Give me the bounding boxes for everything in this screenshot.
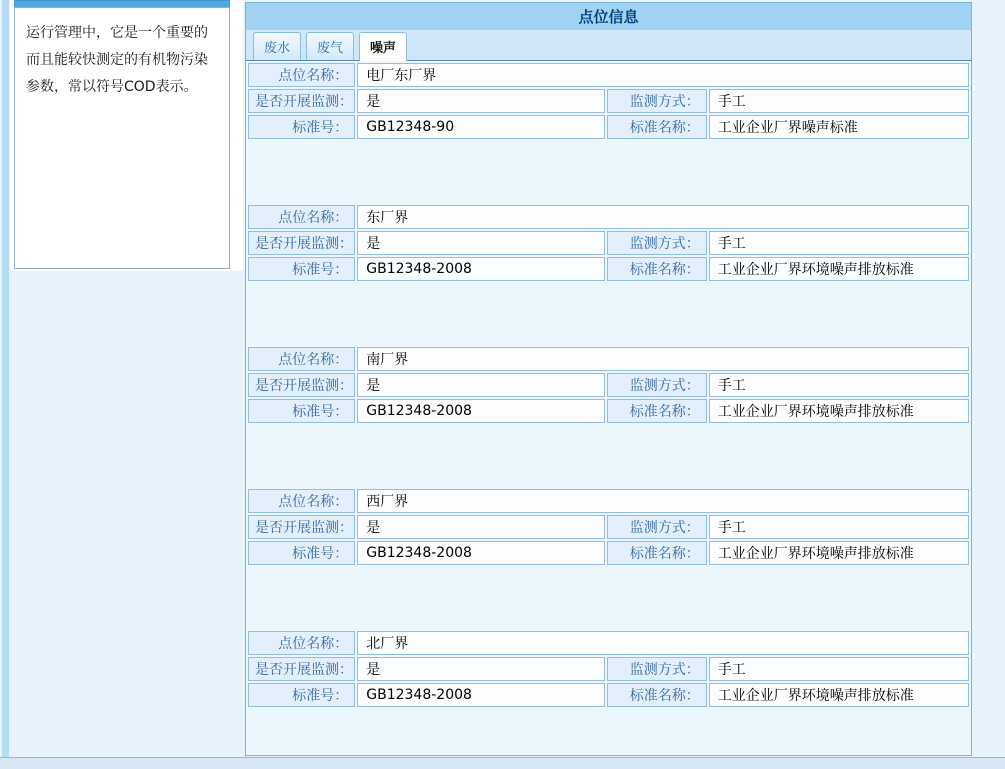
- point-info-table: [246, 487, 971, 567]
- point-name-value: 西厂界: [357, 489, 969, 513]
- monitoring-flag-value: 是: [357, 515, 604, 539]
- page-bottom-strip: [0, 757, 1005, 769]
- monitoring-row: [248, 231, 969, 255]
- standard-name-value: 工业企业厂界环境噪声排放标准: [709, 399, 969, 423]
- monitoring-row: [248, 373, 969, 397]
- standard-no-label: 标准号：: [248, 541, 355, 565]
- standard-no-value: GB12348-2008: [357, 399, 604, 423]
- point-name-row: [248, 631, 969, 655]
- point-name-label: 点位名称：: [248, 347, 355, 371]
- point-name-label: 点位名称：: [248, 63, 355, 87]
- point-info-block: [246, 203, 971, 283]
- point-info-block: [246, 345, 971, 425]
- point-name-value: 电厂东厂界: [357, 63, 969, 87]
- standard-no-label: 标准号：: [248, 399, 355, 423]
- monitoring-flag-value: 是: [357, 373, 604, 397]
- standard-no-value: GB12348-2008: [357, 683, 604, 707]
- point-info-block: [246, 629, 971, 709]
- tab-waste-gas[interactable]: 废气: [306, 32, 354, 60]
- standard-name-value: 工业企业厂界环境噪声排放标准: [709, 683, 969, 707]
- monitoring-method-label: 监测方式：: [607, 657, 707, 681]
- point-name-label: 点位名称：: [248, 489, 355, 513]
- point-name-label: 点位名称：: [248, 205, 355, 229]
- monitoring-row: [248, 515, 969, 539]
- left-edge-strip: [2, 0, 9, 757]
- monitoring-flag-value: 是: [357, 657, 604, 681]
- point-name-label: 点位名称：: [248, 631, 355, 655]
- monitoring-method-value: 手工: [709, 515, 969, 539]
- standard-no-label: 标准号：: [248, 115, 355, 139]
- standard-no-value: GB12348-2008: [357, 257, 604, 281]
- standard-name-label: 标准名称：: [607, 257, 707, 281]
- point-info-block: [246, 487, 971, 567]
- sidebar-note-text: 运行管理中，它是一个重要的而且能较快测定的有机物污染参数，常以符号COD表示。: [26, 25, 208, 95]
- tab-noise[interactable]: 噪声: [359, 32, 407, 61]
- monitoring-method-value: 手工: [709, 657, 969, 681]
- point-name-row: [248, 347, 969, 371]
- monitoring-method-label: 监测方式：: [607, 515, 707, 539]
- panel-header: [245, 2, 972, 30]
- monitoring-flag-value: 是: [357, 89, 604, 113]
- monitoring-flag-label: 是否开展监测：: [248, 231, 355, 255]
- standard-no-label: 标准号：: [248, 683, 355, 707]
- monitoring-method-value: 手工: [709, 89, 969, 113]
- standard-no-value: GB12348-90: [357, 115, 604, 139]
- monitoring-flag-label: 是否开展监测：: [248, 515, 355, 539]
- monitoring-method-label: 监测方式：: [607, 373, 707, 397]
- monitoring-method-label: 监测方式：: [607, 89, 707, 113]
- tab-bar: [245, 30, 972, 61]
- point-name-row: [248, 489, 969, 513]
- monitoring-flag-value: 是: [357, 231, 604, 255]
- standard-row: [248, 115, 969, 139]
- point-name-value: 北厂界: [357, 631, 969, 655]
- panel-title: 点位信息: [578, 8, 639, 26]
- point-name-row: [248, 63, 969, 87]
- point-info-table: [246, 61, 971, 141]
- point-name-value: 南厂界: [357, 347, 969, 371]
- point-info-table: [246, 345, 971, 425]
- monitoring-row: [248, 89, 969, 113]
- point-info-block: [246, 61, 971, 141]
- point-name-row: [248, 205, 969, 229]
- monitoring-row: [248, 657, 969, 681]
- point-name-value: 东厂界: [357, 205, 969, 229]
- tab-content: [245, 61, 972, 756]
- standard-name-label: 标准名称：: [607, 683, 707, 707]
- monitoring-flag-label: 是否开展监测：: [248, 657, 355, 681]
- standard-name-label: 标准名称：: [607, 115, 707, 139]
- standard-no-value: GB12348-2008: [357, 541, 604, 565]
- monitoring-flag-label: 是否开展监测：: [248, 89, 355, 113]
- point-info-panel: [245, 2, 972, 756]
- tab-wastewater[interactable]: 废水: [253, 32, 301, 60]
- monitoring-flag-label: 是否开展监测：: [248, 373, 355, 397]
- standard-row: [248, 683, 969, 707]
- standard-row: [248, 399, 969, 423]
- standard-name-value: 工业企业厂界环境噪声排放标准: [709, 257, 969, 281]
- standard-no-label: 标准号：: [248, 257, 355, 281]
- standard-name-value: 工业企业厂界环境噪声排放标准: [709, 541, 969, 565]
- standard-row: [248, 541, 969, 565]
- monitoring-method-label: 监测方式：: [607, 231, 707, 255]
- monitoring-method-value: 手工: [709, 373, 969, 397]
- standard-row: [248, 257, 969, 281]
- sidebar-note: [14, 7, 230, 269]
- standard-name-value: 工业企业厂界噪声标准: [709, 115, 969, 139]
- standard-name-label: 标准名称：: [607, 399, 707, 423]
- monitoring-method-value: 手工: [709, 231, 969, 255]
- standard-name-label: 标准名称：: [607, 541, 707, 565]
- sidebar-panel: [14, 0, 230, 269]
- point-info-table: [246, 629, 971, 709]
- point-info-table: [246, 203, 971, 283]
- sidebar-header-bar: [14, 0, 230, 7]
